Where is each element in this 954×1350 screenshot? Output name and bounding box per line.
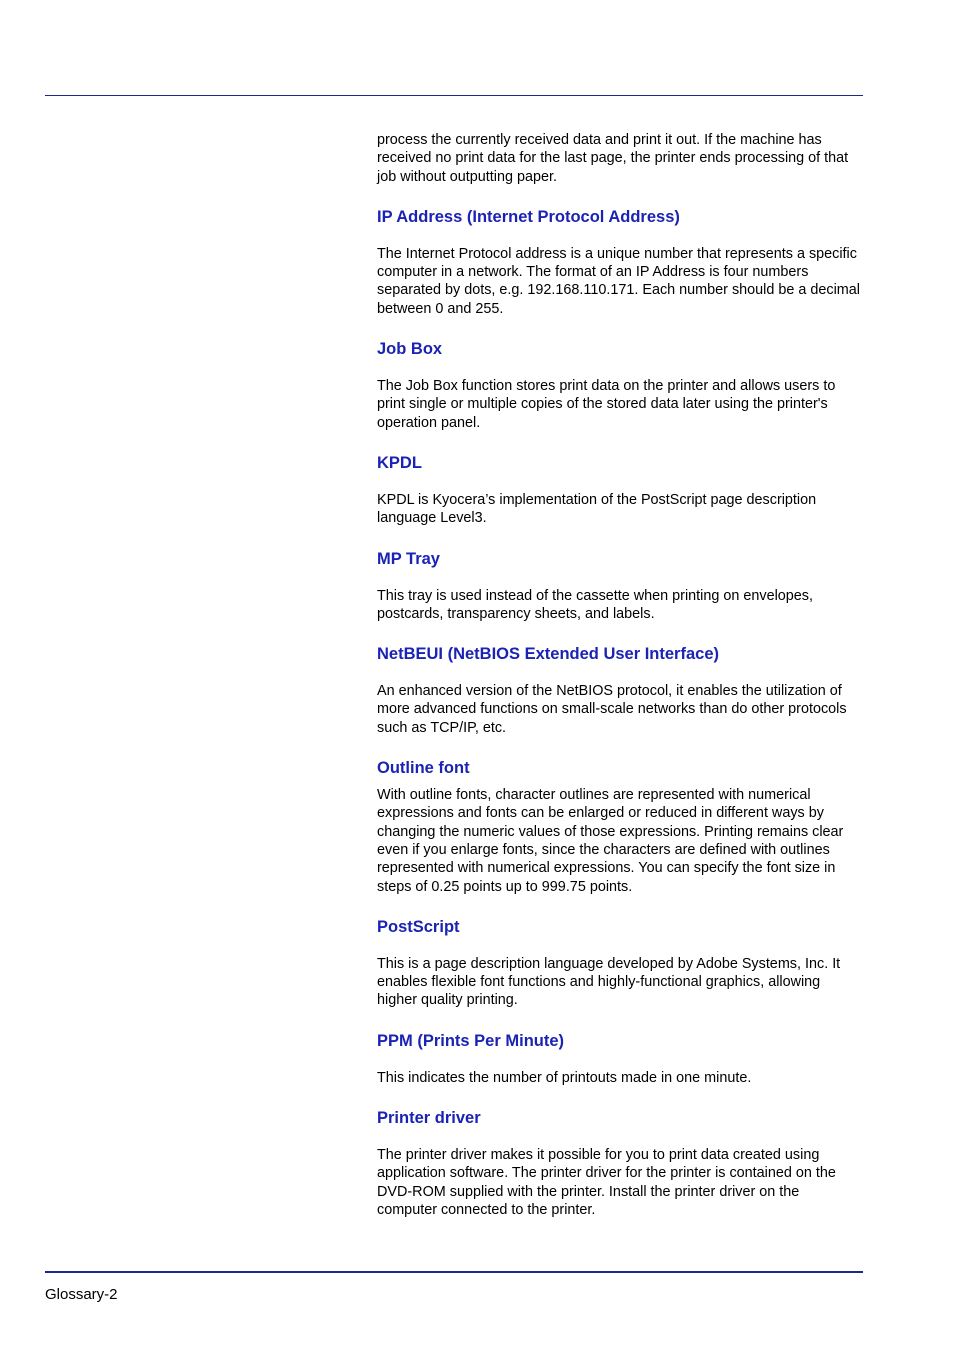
term-printer-driver: Printer driver — [377, 1109, 481, 1128]
page-number: Glossary-2 — [45, 1286, 118, 1303]
header-rule — [45, 95, 863, 96]
term-ip-address: IP Address (Internet Protocol Address) — [377, 207, 680, 226]
footer-rule — [45, 1271, 863, 1273]
intro-paragraph: process the currently received data and print it out. If the machine has received no print data for the last page, the printer ends processing of that job without outputting paper. — [377, 132, 849, 185]
term-netbeui: NetBEUI (NetBIOS Extended User Interface) — [377, 645, 719, 664]
term-postscript: PostScript — [377, 917, 460, 936]
definition-printer-driver: The printer driver makes it possible for you to print data created using application software. The printer driver for the printer is contained on the DVD-ROM supplied with the printer. Install the printer driver on the computer connected to the printer. — [377, 1147, 836, 1218]
term-job-box: Job Box — [377, 340, 443, 359]
definition-netbeui: An enhanced version of the NetBIOS protocol, it enables the utilization of more advanced functions on small-scale networks than do other protocols such as TCP/IP, etc. — [377, 683, 847, 736]
term-mp-tray: MP Tray — [377, 549, 440, 568]
definition-kpdl: KPDL is Kyocera’s implementation of the PostScript page description language Level3. — [377, 491, 817, 527]
definition-postscript: This is a page description language developed by Adobe Systems, Inc. It enables flexible font functions and highly-functional graphics, allowing higher quality printing. — [377, 955, 841, 1009]
definition-ppm: This indicates the number of printouts made in one minute. — [377, 1069, 752, 1086]
definition-outline-font: With outline fonts, character outlines are represented with numerical expressions and fonts can be enlarged or reduced in different ways by changing the numeric values of those expressions. Printing remains clear even if you enlarge fonts, since the characters are defined with outlines represented with numerical expressions. You can specify the font size in steps of 0.25 points up to 999.75 points. — [377, 787, 844, 895]
glossary-content — [377, 131, 863, 1219]
definition-mp-tray: This tray is used instead of the cassette when printing on envelopes, postcards, transparency sheets, and labels. — [377, 587, 813, 622]
definition-ip-address: The Internet Protocol address is a unique number that represents a specific computer in a network. The format of an IP Address is four numbers separated by dots, e.g. 192.168.110.171. Each number should be a decimal between 0 and 255. — [377, 245, 860, 317]
term-ppm: PPM (Prints Per Minute) — [377, 1031, 565, 1050]
term-outline-font: Outline font — [377, 759, 470, 778]
term-kpdl: KPDL — [377, 453, 422, 472]
definition-job-box: The Job Box function stores print data on the printer and allows users to print single or multiple copies of the stored data later using the printer's operation panel. — [377, 378, 836, 431]
